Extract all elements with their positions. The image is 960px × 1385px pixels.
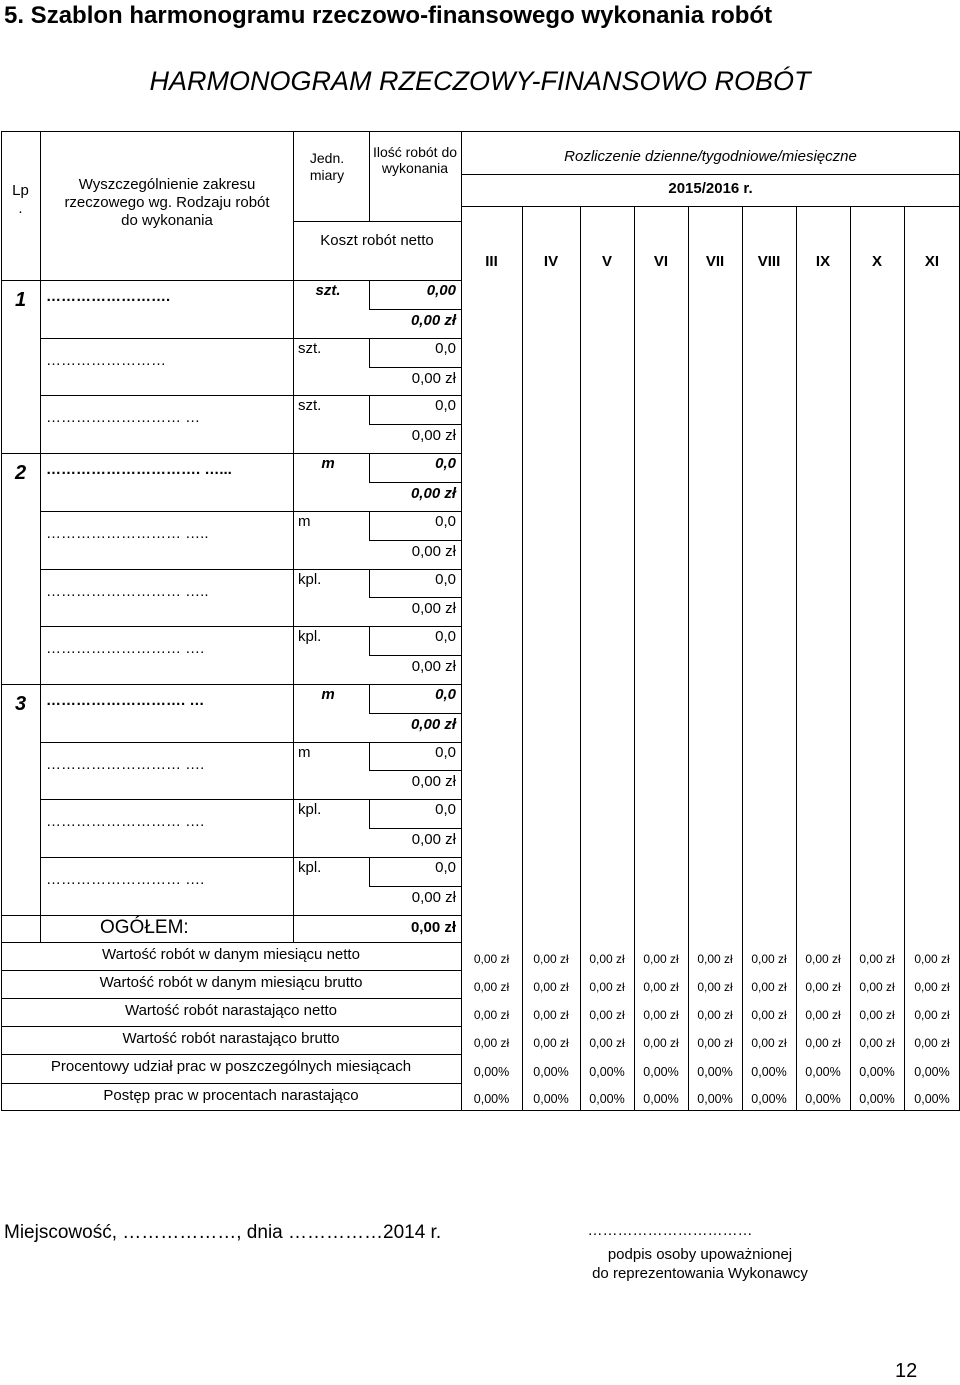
summary-value: 0,00 zł [589,980,625,994]
summary-top-line [1,942,461,943]
row-line [1,684,293,685]
summary-value: 0,00 zł [589,1008,625,1022]
summary-value: 0,00 zł [859,1008,895,1022]
month-header-III: III [485,253,498,270]
summary-value: 0,00 zł [643,1008,679,1022]
row-line [293,799,461,800]
row-description: ………………………. … [46,691,205,709]
summary-value: 0,00 zł [589,1036,625,1050]
row-description: …………………… [46,351,166,369]
summary-value: 0,00% [751,1092,787,1106]
summary-row-line [1,1083,461,1084]
row-line [293,857,461,858]
total-value: 0,00 zł [410,918,456,936]
row-line [293,453,461,454]
cell-split-line [369,713,461,714]
month-header-V: V [601,253,612,270]
unit-qty-divider [369,626,370,655]
month-column-line [850,206,851,1110]
month-header-X: X [871,253,882,270]
summary-row-line [1,1026,461,1027]
summary-label: Wartość robót narastająco brutto [122,1030,340,1047]
summary-value: 0,00 zł [805,980,841,994]
place-date-line: Miejscowość, ………………, dnia ……………2014 r. [4,1222,442,1243]
summary-value: 0,00% [533,1065,569,1079]
summary-value: 0,00% [643,1092,679,1106]
summary-value: 0,00 zł [914,980,950,994]
signature-dots: …………………………… [587,1222,753,1239]
row-cost: 0,00 zł [411,773,456,791]
unit-qty-divider [369,684,370,713]
summary-value: 0,00 zł [859,952,895,966]
summary-value: 0,00 zł [533,1036,569,1050]
summary-value: 0,00 zł [914,1036,950,1050]
summary-value: 0,00% [589,1065,625,1079]
header-lp: Lp [12,182,29,199]
summary-value: 0,00% [473,1065,510,1079]
row-cost: 0,00 zł [411,658,456,676]
row-quantity: 0,0 [435,339,456,357]
cost-header-line [293,221,461,222]
header-lp-dot: . [18,200,23,217]
summary-label: Procentowy udział prac w poszczególnych miesiącach [50,1058,412,1075]
row-cost: 0,00 zł [411,427,456,445]
unit-qty-divider [369,280,370,309]
row-unit: m [321,455,335,473]
row-unit: kpl. [298,628,322,646]
cell-split-line [369,424,461,425]
header-settlement: Rozliczenie dzienne/tygodniowe/miesięczne [564,148,857,165]
row-lp: 1 [14,289,27,311]
cell-split-line [369,886,461,887]
row-cost: 0,00 zł [411,888,456,906]
cell-split-line [369,367,461,368]
header-year: 2015/2016 r. [668,180,753,197]
row-quantity: 0,0 [435,859,456,876]
summary-value: 0,00 zł [751,1036,787,1050]
row-line [293,338,461,339]
total-line [293,915,461,916]
row-unit: szt. [298,397,322,415]
month-header-VIII: VIII [757,253,781,270]
summary-value: 0,00 zł [697,1036,733,1050]
page-number: 12 [895,1360,918,1382]
month-header-IV: IV [543,253,559,270]
summary-value: 0,00 zł [643,1036,679,1050]
cell-split-line [369,309,461,310]
row-unit: m [298,743,311,761]
row-line [40,626,293,627]
summary-row-line [1,998,461,999]
summary-value: 0,00 zł [751,952,787,966]
summary-value: 0,00 zł [643,980,679,994]
row-description: ……………………… …. [46,813,205,831]
month-column-line [796,206,797,1110]
summary-row-line [1,1054,461,1055]
month-header-VI: VI [653,253,669,270]
summary-value: 0,00 zł [751,1008,787,1022]
lp-column-line [40,131,41,942]
summary-value: 0,00 zł [751,980,787,994]
header-quantity: Ilość robót do wykonania [372,144,458,176]
row-description: ……………………… ….. [46,582,209,600]
summary-value: 0,00% [589,1092,625,1106]
summary-value: 0,00% [859,1065,895,1079]
row-line [293,742,461,743]
header-bottom-line [1,280,461,281]
summary-value: 0,00 zł [697,952,733,966]
row-quantity: 0,0 [435,801,456,819]
row-quantity: 0,00 [426,282,456,299]
row-description: ……………………… ….. [46,524,209,542]
summary-value: 0,00% [859,1092,895,1106]
summary-value: 0,00 zł [914,952,950,966]
row-unit: kpl. [298,859,322,876]
table-border-bottom [1,1110,960,1111]
row-cost: 0,00 zł [410,484,456,502]
month-column-line [688,206,689,1110]
unit-qty-divider [369,799,370,828]
summary-value: 0,00 zł [805,1008,841,1022]
summary-value: 0,00 zł [643,952,679,966]
unit-qty-divider [369,511,370,540]
summary-value: 0,00 zł [589,952,625,966]
row-line [40,857,293,858]
summary-value: 0,00% [533,1092,569,1106]
desc-column-line [293,131,294,942]
cell-split-line [369,540,461,541]
month-column-line [522,206,523,1110]
summary-value: 0,00% [697,1092,733,1106]
month-column-line [742,206,743,1110]
summary-label: Wartość robót w danym miesiącu brutto [99,974,363,991]
row-cost: 0,00 zł [411,369,456,387]
row-description: ……………………… …. [46,640,205,658]
summary-value: 0,00 zł [473,1036,510,1050]
row-cost: 0,00 zł [410,311,456,329]
row-quantity: 0,0 [435,685,456,703]
unit-qty-divider [369,395,370,424]
header-description: Wyszczególnienie zakresu rzeczowego wg. Rodzaju robót do wykonania [64,176,270,229]
header-cost: Koszt robót netto [320,232,434,249]
summary-value: 0,00 zł [533,980,569,994]
summary-value: 0,00 zł [914,1008,950,1022]
cell-split-line [369,828,461,829]
row-line [40,395,293,396]
month-column-line [634,206,635,1110]
summary-value: 0,00 zł [859,980,895,994]
settlement-line [461,174,960,175]
row-lp: 3 [14,692,27,715]
summary-value: 0,00 zł [697,1008,733,1022]
summary-value: 0,00 zł [805,952,841,966]
row-cost: 0,00 zł [410,715,456,733]
month-column-line [580,206,581,1110]
summary-value: 0,00 zł [533,952,569,966]
summary-value: 0,00 zł [697,980,733,994]
summary-value: 0,00% [805,1092,841,1106]
row-line [40,799,293,800]
summary-value: 0,00% [643,1065,679,1079]
row-line [40,338,293,339]
month-header-XI: XI [924,253,940,270]
summary-value: 0,00 zł [533,1008,569,1022]
summary-value: 0,00 zł [805,1036,841,1050]
summary-value: 0,00% [805,1065,841,1079]
summary-value: 0,00 zł [473,1008,510,1022]
row-quantity: 0,0 [435,397,456,415]
row-description: ……………………… … [46,409,201,427]
summary-label: Wartość robót w danym miesiącu netto [102,946,360,963]
row-line [1,453,293,454]
row-description: ……………………… …. [46,871,205,888]
summary-label: Postęp prac w procentach narastająco [103,1087,359,1104]
unit-qty-divider [369,569,370,598]
total-line [1,915,293,916]
row-line [40,569,293,570]
signature-caption-2: do reprezentowania Wykonawcy [592,1265,808,1282]
row-line [40,511,293,512]
document-title: HARMONOGRAM RZECZOWY-FINANSOWO ROBÓT [149,66,811,96]
row-lp: 2 [14,462,27,485]
row-line [293,569,461,570]
summary-value: 0,00% [751,1065,787,1079]
row-line [40,742,293,743]
row-line [293,626,461,627]
header-unit: Jedn. miary [309,150,345,183]
table-border-top [1,131,960,132]
row-description: …………………………. …... [46,461,232,479]
signature-caption-1: podpis osoby upoważnionej [607,1246,793,1263]
summary-value: 0,00 zł [859,1036,895,1050]
row-line [293,395,461,396]
row-quantity: 0,0 [435,455,456,473]
row-line [293,684,461,685]
row-description: ……………………. [46,288,171,305]
summary-value: 0,00% [473,1092,510,1106]
summary-label: Wartość robót narastająco netto [124,1002,338,1019]
unit-qty-divider [369,857,370,886]
row-quantity: 0,0 [435,570,456,588]
row-unit: kpl. [298,570,322,588]
row-cost: 0,00 zł [411,600,456,618]
unit-qty-divider [369,453,370,482]
row-quantity: 0,0 [435,743,456,761]
year-line [461,206,960,207]
month-column-line [904,206,905,1110]
summary-row-line [1,970,461,971]
cell-split-line [369,597,461,598]
month-header-IX: IX [815,253,831,270]
row-description: ……………………… …. [46,755,205,773]
row-quantity: 0,0 [435,628,456,646]
summary-value: 0,00 zł [473,952,510,966]
row-line [293,511,461,512]
unit-qty-divider [369,338,370,367]
month-header-VII: VII [705,253,725,270]
section-heading: 5. Szablon harmonogramu rzeczowo-finansowego wykonania robót [4,2,773,29]
cell-split-line [369,655,461,656]
row-unit: kpl. [298,801,322,819]
summary-value: 0,00 zł [473,980,510,994]
total-label: OGÓŁEM: [100,916,189,938]
summary-value: 0,00% [914,1065,950,1079]
cell-split-line [369,482,461,483]
row-unit: m [321,685,335,703]
row-unit: szt. [315,282,341,299]
cell-split-line [369,770,461,771]
row-cost: 0,00 zł [411,831,456,849]
row-unit: szt. [298,339,322,357]
table-border-left [1,131,2,1110]
unit-qty-divider [369,742,370,771]
unit-qty-divider [369,131,370,221]
summary-value: 0,00% [697,1065,733,1079]
row-unit: m [298,512,311,530]
row-cost: 0,00 zł [411,542,456,560]
row-quantity: 0,0 [435,512,456,530]
summary-value: 0,00% [914,1092,950,1106]
